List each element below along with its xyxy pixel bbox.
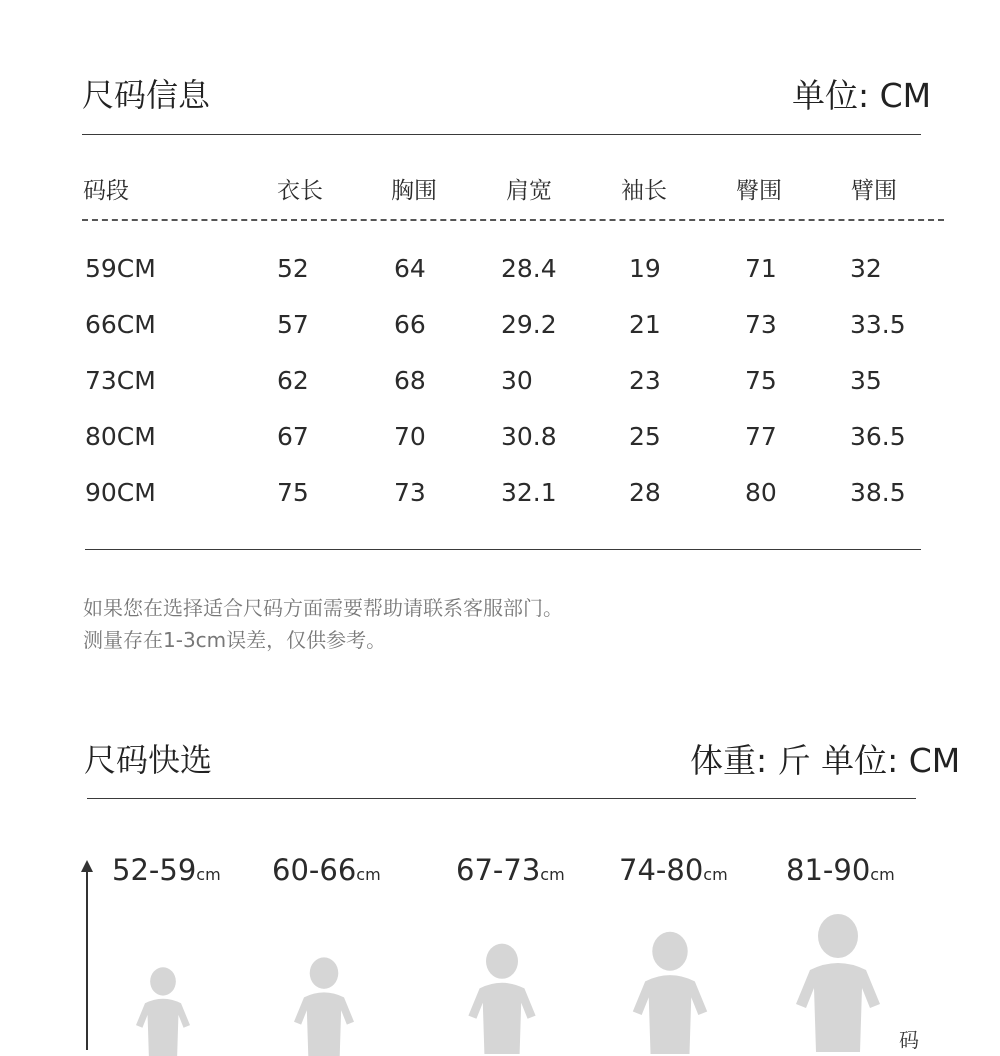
table-cell: 75 [277,478,309,507]
range-option-74-80[interactable] [619,853,728,887]
table-cell: 68 [394,366,426,395]
table-cell: 38.5 [850,478,906,507]
header-cell: 肩宽 [506,178,552,204]
table-cell: 66 [394,310,426,339]
range-value: 74-80 [619,853,704,887]
table-cell: 73 [745,310,777,339]
table-cell: 28 [629,478,661,507]
table-cell: 30 [501,366,533,395]
header-cell: 衣长 [277,178,323,204]
table-cell: 29.2 [501,310,557,339]
quick-select-divider [87,798,916,799]
table-cell: 75 [745,366,777,395]
table-cell: 62 [277,366,309,395]
child-silhouette-icon [624,930,716,1054]
size-info-title: 尺码信息 [82,76,211,114]
title-divider [82,134,921,135]
table-cell: 73 [394,478,426,507]
table-cell: 77 [745,422,777,451]
child-silhouette-icon [460,942,544,1054]
child-silhouette-icon [286,956,362,1056]
range-option-60-66[interactable] [272,853,381,887]
range-value: 67-73 [456,853,541,887]
table-cell: 28.4 [501,254,557,283]
table-cell: 33.5 [850,310,906,339]
range-unit: cm [356,865,381,884]
header-cell: 臂围 [851,178,897,204]
range-unit: cm [703,865,728,884]
table-cell: 64 [394,254,426,283]
table-cell: 19 [629,254,661,283]
table-cell: 36.5 [850,422,906,451]
range-unit: cm [196,865,221,884]
table-cell: 32 [850,254,882,283]
table-cell: 23 [629,366,661,395]
range-value: 81-90 [786,853,871,887]
vertical-axis [86,870,88,1050]
quick-select-unit: 体重: 斤 单位: CM [690,741,961,780]
table-cell: 21 [629,310,661,339]
table-cell: 35 [850,366,882,395]
table-cell: 71 [745,254,777,283]
range-option-52-59[interactable] [112,853,221,887]
table-cell: 73CM [85,366,156,395]
table-cell: 30.8 [501,422,557,451]
header-cell: 码段 [83,178,129,204]
table-cell: 52 [277,254,309,283]
axis-label-char: 码 [899,1028,919,1052]
header-cell: 胸围 [391,178,437,204]
table-cell: 80CM [85,422,156,451]
range-unit: cm [540,865,565,884]
table-cell: 70 [394,422,426,451]
size-info-unit: 单位: CM [792,76,932,115]
table-cell: 32.1 [501,478,557,507]
header-cell: 臀围 [736,178,782,204]
help-note: 如果您在选择适合尺码方面需要帮助请联系客服部门。 [83,596,563,620]
quick-select-title: 尺码快选 [84,741,213,779]
header-dashed-divider [82,219,944,221]
table-cell: 67 [277,422,309,451]
child-silhouette-icon [128,966,198,1056]
range-option-67-73[interactable] [456,853,565,887]
error-note: 测量存在1-3cm误差，仅供参考。 [83,628,387,652]
table-bottom-divider [85,549,921,550]
range-value: 52-59 [112,853,197,887]
table-cell: 57 [277,310,309,339]
header-cell: 袖长 [621,178,667,204]
table-cell: 90CM [85,478,156,507]
child-silhouette-icon [788,912,888,1052]
range-value: 60-66 [272,853,357,887]
range-unit: cm [870,865,895,884]
table-cell: 25 [629,422,661,451]
table-cell: 66CM [85,310,156,339]
range-option-81-90[interactable] [786,853,895,887]
table-cell: 59CM [85,254,156,283]
table-cell: 80 [745,478,777,507]
